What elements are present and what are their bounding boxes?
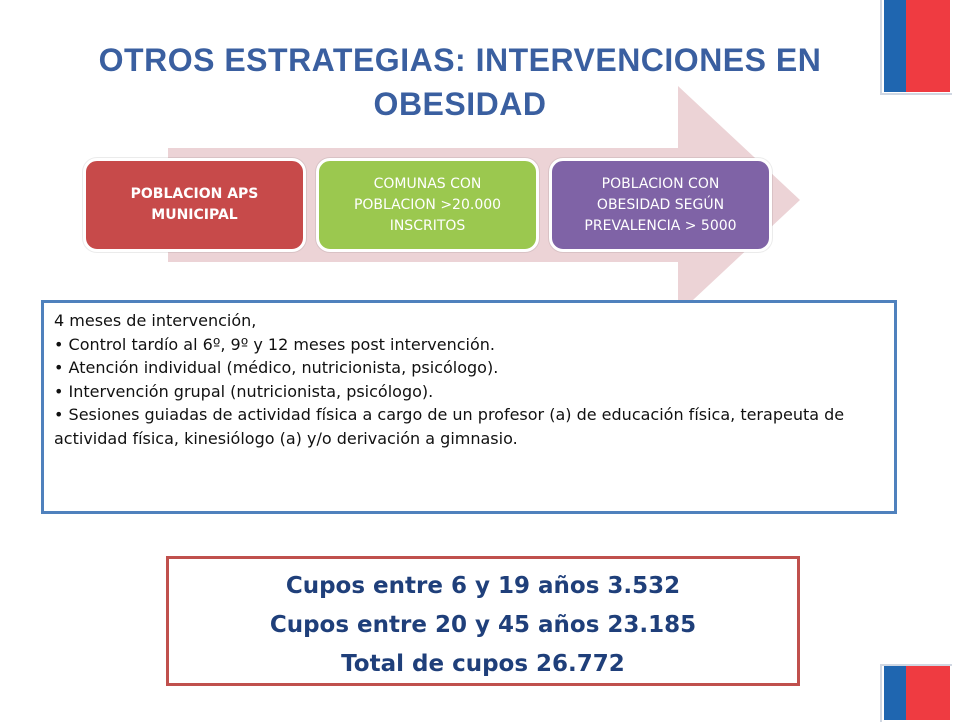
bullet-sesiones: • Sesiones guiadas de actividad física a cargo de un profesor (a) de educación física, terapeuta de actividad física, kinesiólogo (a) y/o derivación a gimnasio. [54, 403, 884, 450]
title-line-2: OBESIDAD [373, 86, 547, 122]
cupos-totals-box [166, 556, 800, 686]
bullet-control: • Control tardío al 6º, 9º y 12 meses post intervención. [54, 333, 884, 357]
cupos-total: Total de cupos 26.772 [341, 651, 625, 677]
step-poblacion-obesidad [549, 158, 772, 252]
bullet-atencion: • Atención individual (médico, nutricionista, psicólogo). [54, 356, 884, 380]
step3-line1: POBLACION CON [601, 175, 720, 192]
step1-line2: MUNICIPAL [151, 207, 238, 223]
title-line-1: OTROS ESTRATEGIAS: INTERVENCIONES EN [98, 42, 822, 78]
intervention-intro: 4 meses de intervención, [54, 311, 257, 330]
step2-line1: COMUNAS CON [373, 175, 482, 192]
step3-line2: OBESIDAD SEGÚN [596, 196, 725, 213]
step2-line2: POBLACION >20.000 [353, 196, 502, 213]
step-poblacion-aps [83, 158, 306, 252]
step3-line3: PREVALENCIA > 5000 [584, 217, 737, 234]
intervention-details-box [41, 300, 897, 514]
cupos-20-45: Cupos entre 20 y 45 años 23.185 [269, 612, 697, 638]
cupos-6-19: Cupos entre 6 y 19 años 3.532 [285, 573, 681, 599]
step-comunas [316, 158, 539, 252]
step1-line1: POBLACION APS [130, 186, 259, 202]
step2-line3: INSCRITOS [389, 217, 466, 234]
bullet-grupal: • Intervención grupal (nutricionista, psicólogo). [54, 380, 884, 404]
chile-flag-bottom-icon [884, 666, 950, 720]
